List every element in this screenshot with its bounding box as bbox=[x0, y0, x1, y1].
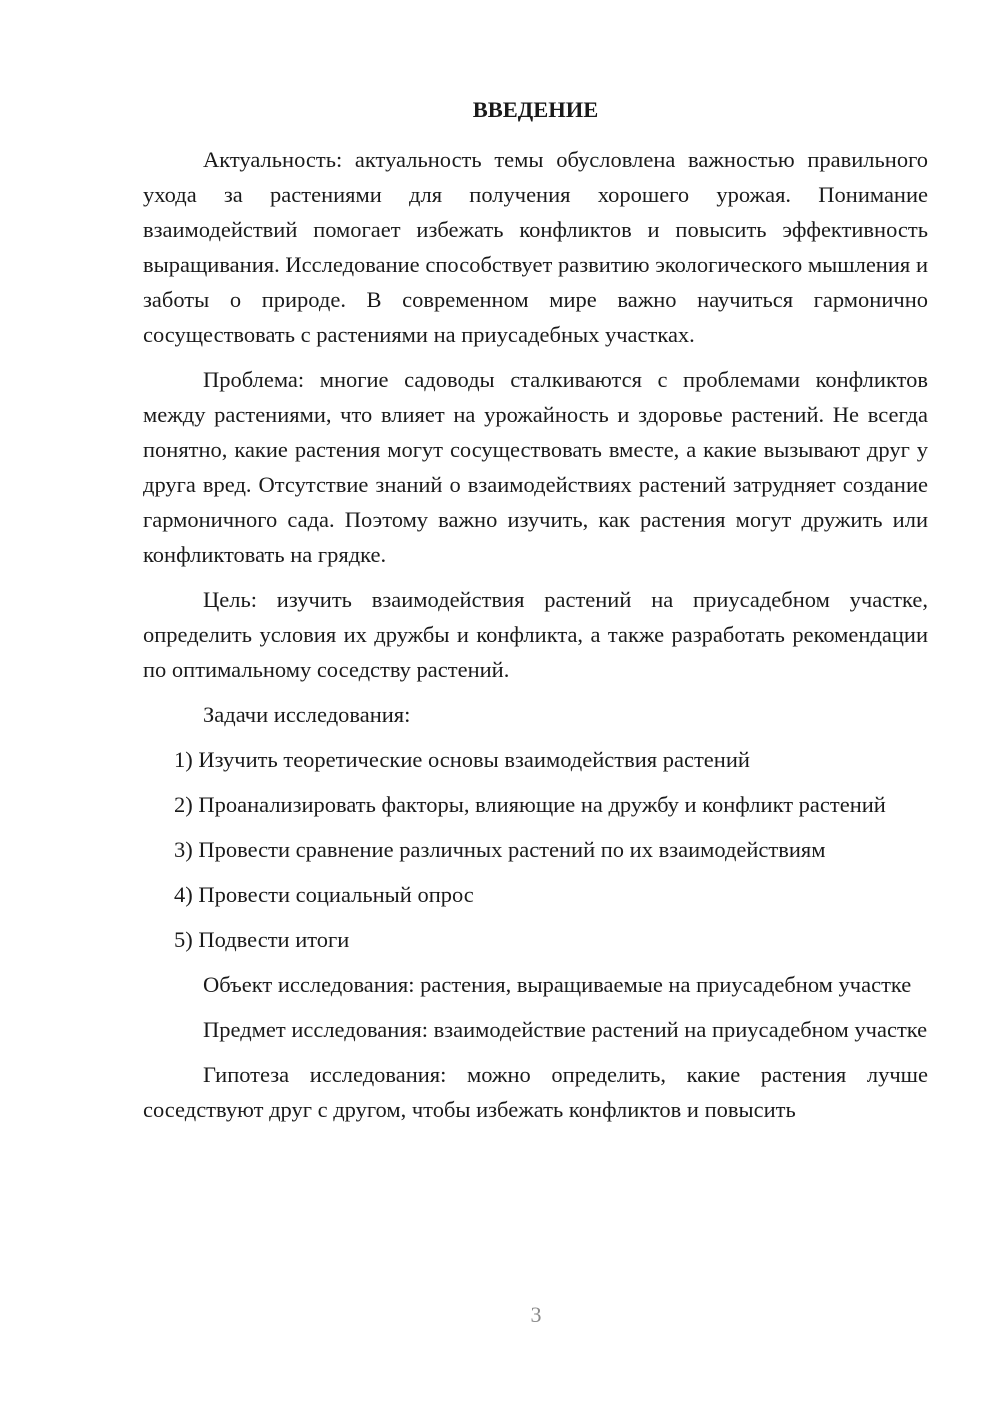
page-number: 3 bbox=[530, 1302, 542, 1327]
subject-paragraph: Предмет исследования: взаимодействие растений на приусадебном участке bbox=[203, 1017, 928, 1042]
task-item: 4) Провести социальный опрос bbox=[174, 882, 474, 907]
tasks-title: Задачи исследования: bbox=[203, 702, 411, 727]
section-heading: ВВЕДЕНИЕ bbox=[472, 97, 599, 122]
hypothesis-paragraph: Гипотеза исследования: можно определить, какие растения лучше соседствуют друг с другом, чтобы избежать конфликтов и повысить bbox=[143, 1062, 928, 1122]
task-item: 2) Проанализировать факторы, влияющие на дружбу и конфликт растений bbox=[174, 792, 886, 817]
goal-paragraph: Цель: изучить взаимодействия растений на приусадебном участке, определить условия их дружбы и конфликта, а также разработать рекомендации по оптимальному соседству растений. bbox=[143, 587, 928, 682]
problem-paragraph: Проблема: многие садоводы сталкиваются с проблемами конфликтов между растениями, что влияет на урожайность и здоровье растений. Не всегда понятно, какие растения могут сосуществовать вместе, а какие вызывают друг у друга вред. Отсутствие знаний о взаимодействиях растений затрудняет создание гармоничного сада. Поэтому важно изучить, как растения могут дружить или конфликтовать на грядке. bbox=[143, 367, 928, 567]
task-item: 1) Изучить теоретические основы взаимодействия растений bbox=[174, 747, 750, 772]
relevance-paragraph: Актуальность: актуальность темы обусловлена важностью правильного ухода за растениями для получения хорошего урожая. Понимание взаимодействий помогает избежать конфликтов и повысить эффективность выращивания. Исследование способствует развитию экологического мышления и заботы о природе. В современном мире важно научиться гармонично сосуществовать с растениями на приусадебных участках. bbox=[143, 147, 928, 347]
object-paragraph: Объект исследования: растения, выращиваемые на приусадебном участке bbox=[203, 972, 912, 997]
task-item: 5) Подвести итоги bbox=[174, 927, 350, 952]
document-page bbox=[143, 92, 928, 1137]
task-item: 3) Провести сравнение различных растений по их взаимодействиям bbox=[174, 837, 826, 862]
